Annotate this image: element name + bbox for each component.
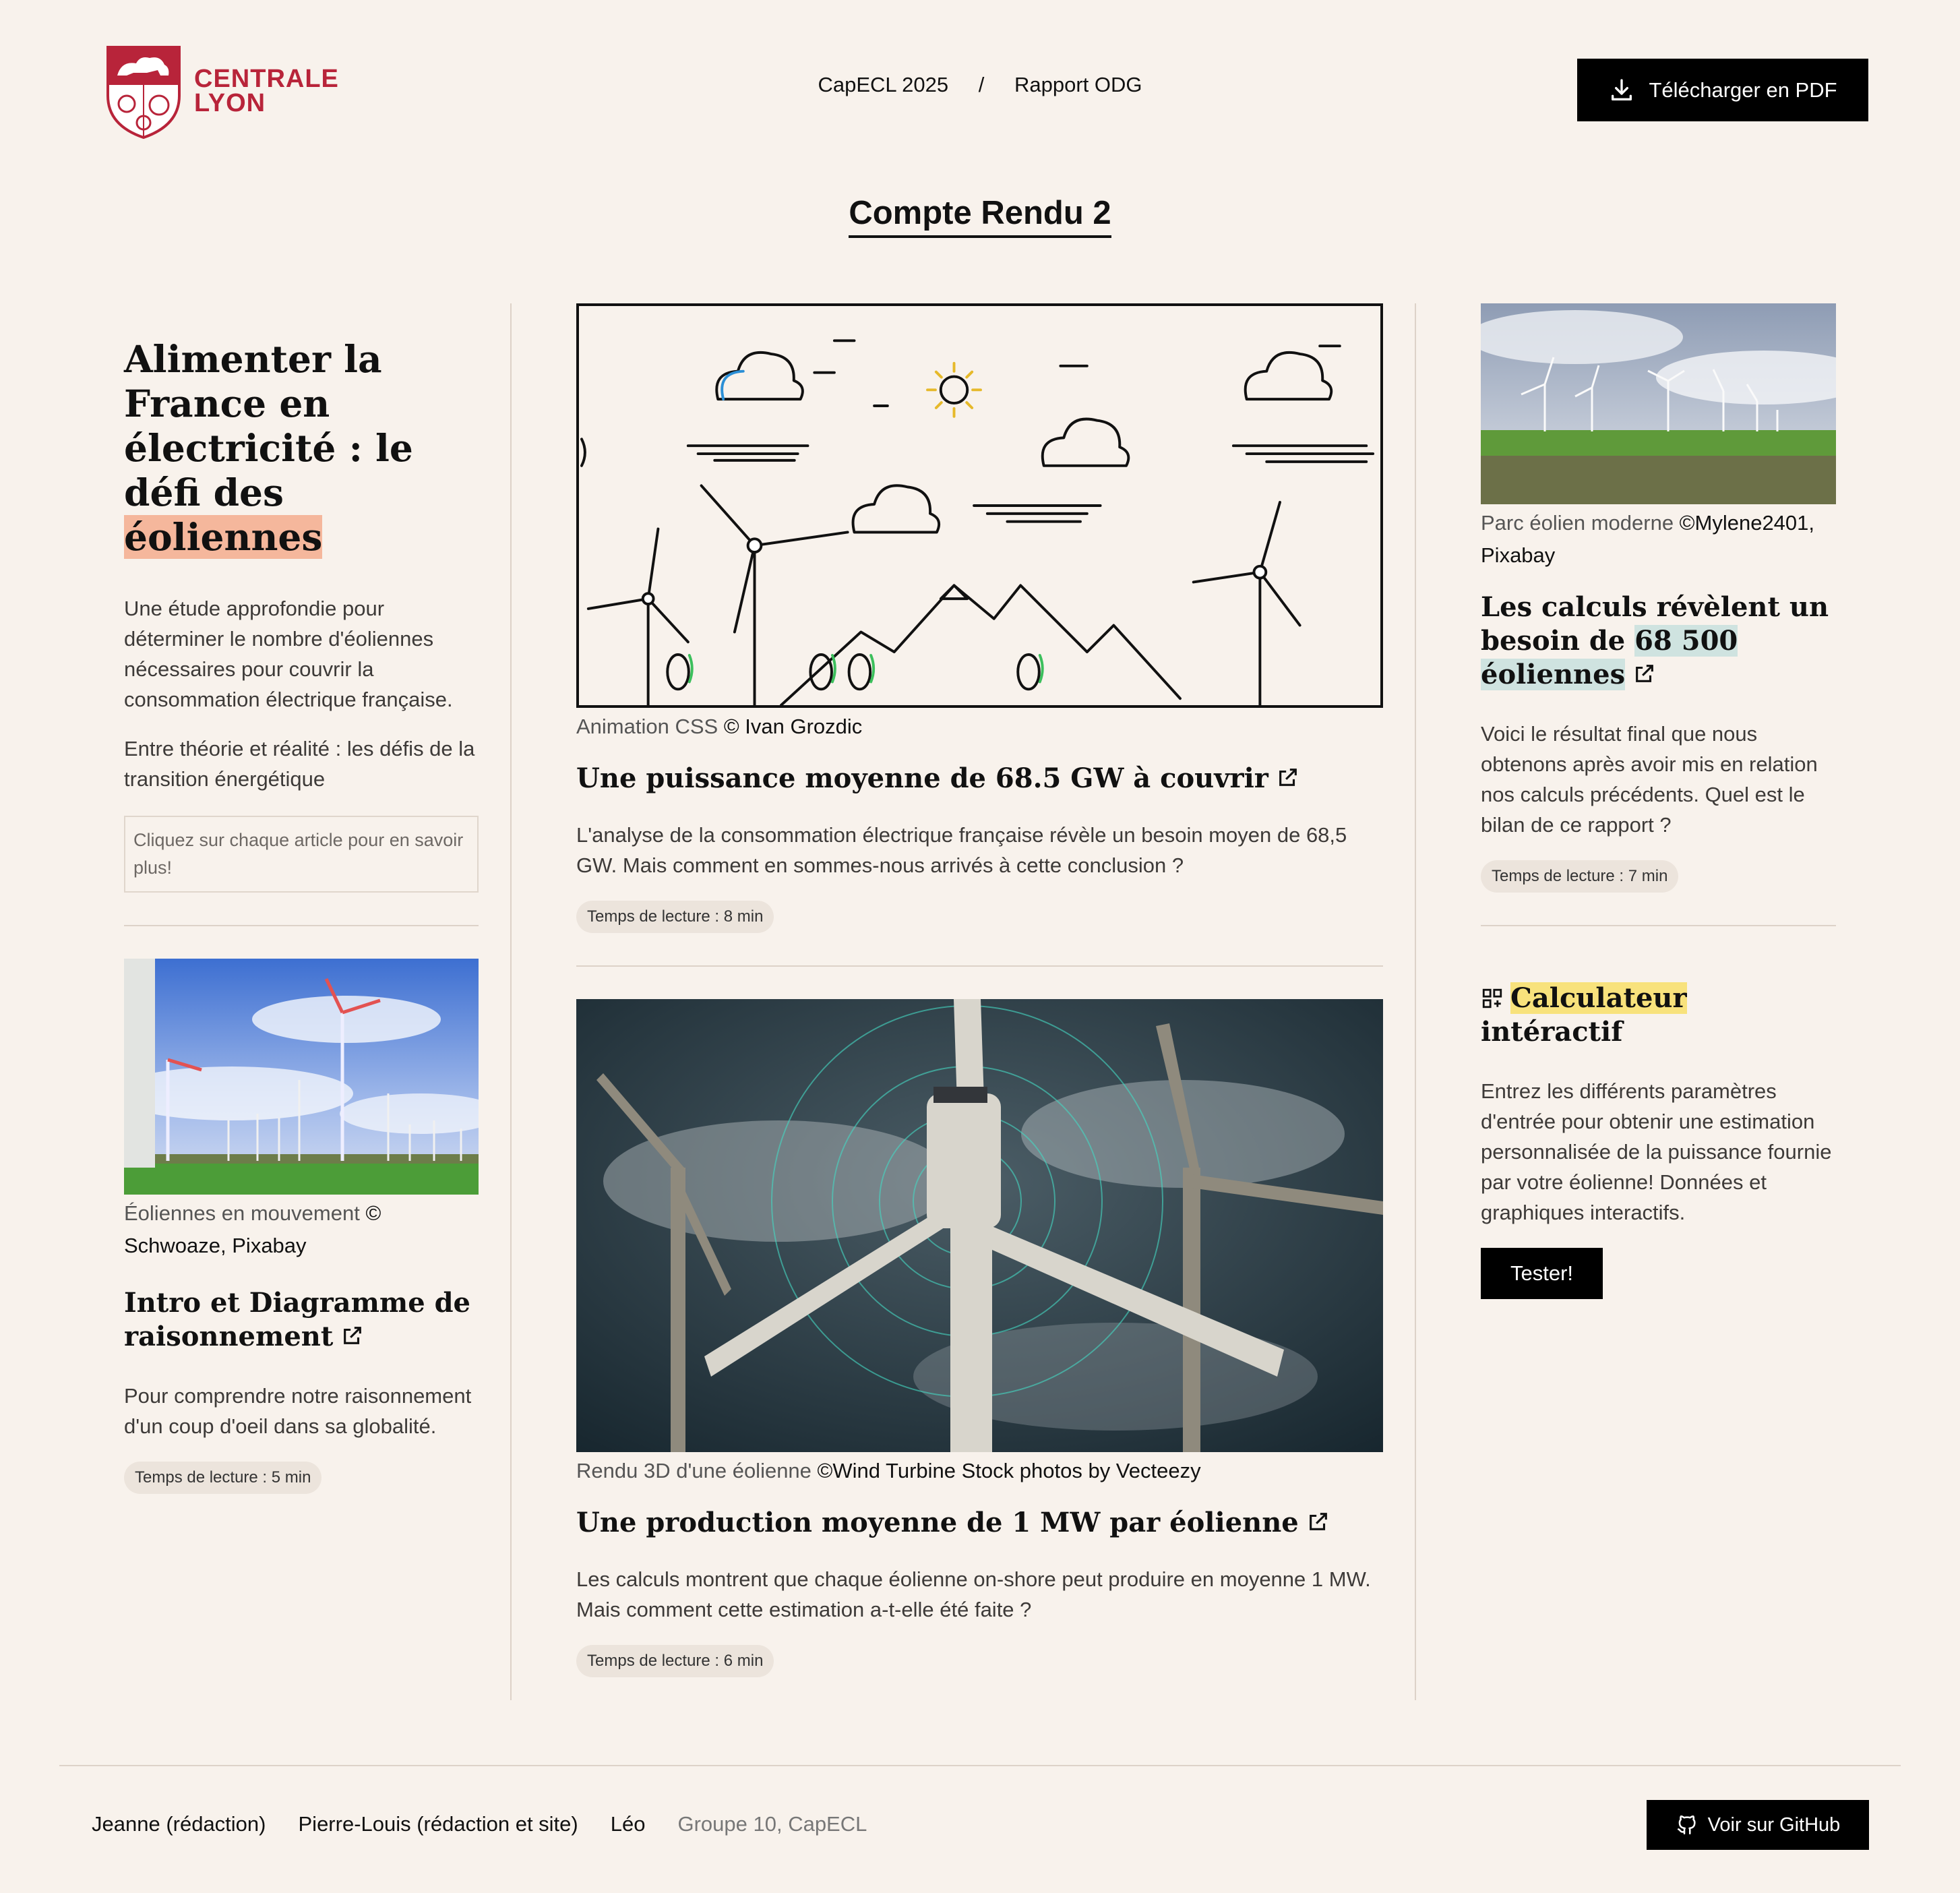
hero-subtitle: Entre théorie et réalité : les défis de la transition énergétique xyxy=(124,737,475,791)
download-pdf-label: Télécharger en PDF xyxy=(1649,78,1837,102)
article-summary: L'analyse de la consommation électrique française révèle un besoin moyen de 68,5 GW. Mais comment en sommes-nous arrivés à cette conclusion ? xyxy=(576,823,1347,877)
breadcrumb-item-rapport[interactable]: Rapport ODG xyxy=(1014,73,1142,96)
breadcrumb-item-capecl[interactable]: CapECL 2025 xyxy=(818,73,949,96)
wind-farm-photo xyxy=(1481,303,1836,504)
article-summary: Pour comprendre notre raisonnement d'un coup d'oeil dans sa globalité. xyxy=(124,1384,472,1438)
illustration-caption: Animation CSS © Ivan Grozdic xyxy=(576,715,863,738)
github-label: Voir sur GitHub xyxy=(1707,1813,1841,1836)
middle-column xyxy=(576,303,1383,1677)
turbine-3d-render-photo xyxy=(576,999,1383,1452)
calculator-title: Calculateur intéractif xyxy=(1481,982,1687,1048)
divider xyxy=(124,925,479,926)
left-column xyxy=(124,337,479,1494)
article-title-highlight: 68 500 éoliennes xyxy=(1481,625,1738,690)
download-pdf-button[interactable] xyxy=(1577,59,1868,121)
hero-title-highlight: éoliennes xyxy=(124,515,323,559)
reading-time-badge: Temps de lecture : 6 min xyxy=(576,1645,774,1677)
footer-group: Groupe 10, CapECL xyxy=(677,1812,867,1836)
calculator-description: Entrez les différents paramètres d'entrée pour obtenir une estimation personnalisée de la puissance fournie par votre éolienne! Données et graphiques interactifs. xyxy=(1481,1079,1832,1224)
article-card-result[interactable] xyxy=(1481,303,1836,893)
hero-title: Alimenter la France en électricité : le défi des éoliennes xyxy=(124,337,413,559)
footer-link-leo[interactable]: Léo xyxy=(610,1812,646,1836)
download-icon xyxy=(1608,77,1635,104)
hero-intro: Une étude approfondie pour déterminer le nombre d'éoliennes nécessaires pour couvrir la consommation électrique française. xyxy=(124,597,453,711)
article-card-production[interactable] xyxy=(576,999,1383,1677)
article-title[interactable]: Une production moyenne de 1 MW par éolienne xyxy=(576,1506,1383,1540)
article-summary: Les calculs montrent que chaque éolienne on-shore peut produire en moyenne 1 MW. Mais comment cette estimation a-t-elle été faite ? xyxy=(576,1567,1371,1621)
external-link-icon xyxy=(1307,1510,1330,1533)
footer-credits xyxy=(92,1812,867,1836)
wind-turbines-photo xyxy=(124,959,479,1195)
column-divider-right xyxy=(1415,303,1416,1700)
footer-link-pierre-louis[interactable]: Pierre-Louis (rédaction et site) xyxy=(298,1812,578,1836)
footer-link-jeanne[interactable]: Jeanne (rédaction) xyxy=(92,1812,266,1836)
hint-box: Cliquez sur chaque article pour en savoir plus! xyxy=(124,816,479,893)
grid-plus-icon xyxy=(1481,987,1504,1010)
photo-caption: Parc éolien moderne ©Mylene2401, Pixabay xyxy=(1481,511,1815,567)
reading-time-badge: Temps de lecture : 5 min xyxy=(124,1462,321,1494)
article-title[interactable]: Une puissance moyenne de 68.5 GW à couvrir xyxy=(576,762,1383,795)
divider xyxy=(576,965,1383,967)
external-link-icon xyxy=(341,1324,364,1347)
logo-line-2: LYON xyxy=(194,89,266,117)
reading-time-badge: Temps de lecture : 8 min xyxy=(576,901,774,933)
article-card-power[interactable] xyxy=(576,303,1383,933)
right-column xyxy=(1481,303,1836,1299)
article-title[interactable]: Les calculs révèlent un besoin de 68 500 éoliennes xyxy=(1481,591,1829,690)
photo-caption: Rendu 3D d'une éolienne ©Wind Turbine Stock photos by Vecteezy xyxy=(576,1459,1201,1482)
article-title[interactable]: Intro et Diagramme de raisonnement xyxy=(124,1287,471,1352)
logo-line-1: CENTRALE xyxy=(194,65,339,93)
github-button[interactable] xyxy=(1647,1800,1869,1850)
divider xyxy=(1481,925,1836,926)
wind-turbine-animation-illustration xyxy=(576,303,1383,708)
photo-caption: Éoliennes en mouvement © Schwoaze, Pixabay xyxy=(124,1201,381,1257)
external-link-icon xyxy=(1633,662,1656,685)
calculator-title-highlight: Calculateur xyxy=(1510,982,1687,1014)
breadcrumb-separator: / xyxy=(978,73,985,96)
page-title: Compte Rendu 2 xyxy=(0,194,1960,232)
github-icon xyxy=(1676,1813,1698,1836)
article-summary: Voici le résultat final que nous obtenons après avoir mis en relation nos calculs précédents. Quel est le bilan de ce rapport ? xyxy=(1481,722,1818,837)
article-card-intro[interactable] xyxy=(124,959,479,1494)
external-link-icon xyxy=(1277,766,1299,789)
tester-button[interactable]: Tester! xyxy=(1481,1248,1603,1299)
column-divider-left xyxy=(510,303,512,1700)
reading-time-badge: Temps de lecture : 7 min xyxy=(1481,860,1678,893)
footer-divider xyxy=(59,1765,1901,1766)
calculator-card xyxy=(1481,982,1836,1299)
